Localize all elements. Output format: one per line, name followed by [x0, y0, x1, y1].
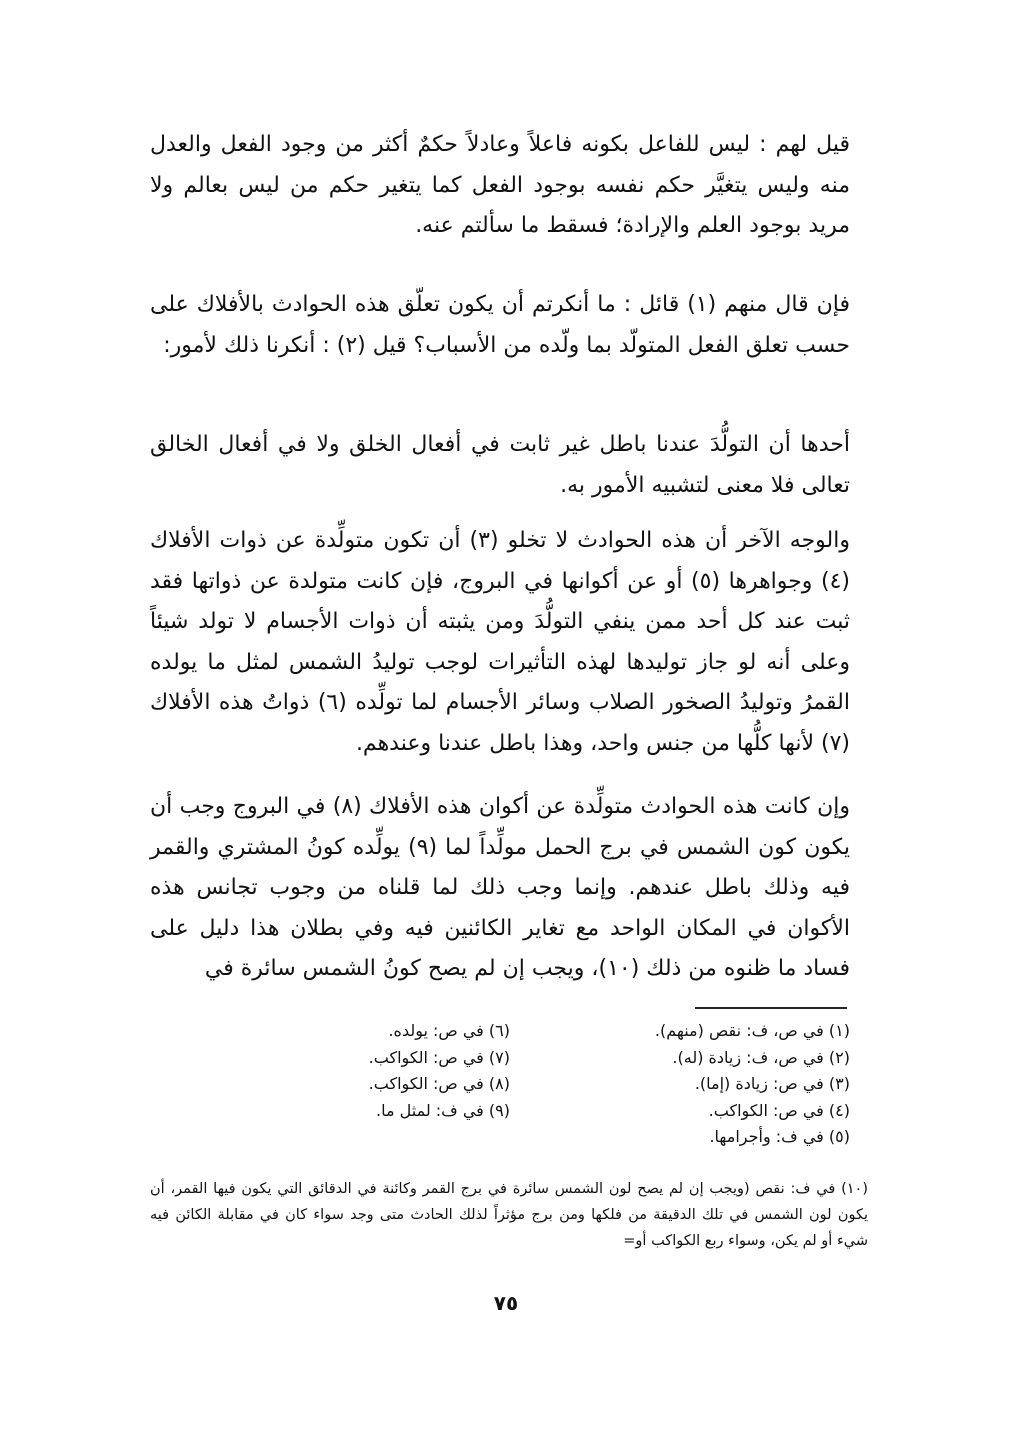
page-number: ٧٥ [493, 1291, 519, 1315]
footnote-9: (٩) في ف: لمثل ما. [376, 1100, 510, 1120]
footnotes-right-column [560, 1018, 850, 1151]
main-text [150, 521, 850, 764]
main-text [150, 285, 850, 366]
footnote-5: (٥) في ف: وأجرامها. [709, 1127, 850, 1146]
paragraph-1: قيل لهم : ليس للفاعل بكونه فاعلاً وعادلاً حكمٌ أكثر من وجود الفعل والعدل منه وليس يتغيَّر حكم نفسه بوجود الفعل كما يتغير حكم من ليس بعالم ولا مريد بوجود العلم والإرادة؛ فسقط ما سألتم عنه. [150, 132, 850, 238]
paragraph-3: أحدها أن التولُّدَ عندنا باطل غير ثابت في أفعال الخلق ولا في أفعال الخالق تعالى فلا معنى لتشبيه الأمور به. [150, 432, 850, 498]
footnotes-left-column [270, 1018, 510, 1124]
footnote-4: (٤) في ص: الكواكب. [708, 1100, 850, 1120]
footnote-3: (٣) في ص: زيادة (إما). [694, 1074, 850, 1093]
footnote-separator [695, 1007, 847, 1009]
footnote-8: (٨) في ص: الكواكب. [368, 1074, 510, 1093]
paragraph-5: وإن كانت هذه الحوادث متولِّدة عن أكوان هذه الأفلاك (٨) في البروج وجب أن يكون كون الشمس في برج الحمل مولِّداً لما (٩) يولِّده كونُ المشتري والقمر فيه وذلك باطل عندهم. وإنما وجب ذلك لما قلناه من وجوب تجانس هذه الأكوان في المكان الواحد مع تغاير الكائنين فيه وفي بطلان هذا دليل على فساد ما ظنوه من ذلك (١٠)، ويجب إن لم يصح كونُ الشمس سائرة في [150, 794, 851, 981]
footnote-6: (٦) في ص: يولده. [388, 1021, 510, 1040]
footnote-7: (٧) في ص: الكواكب. [368, 1047, 510, 1067]
main-text [150, 787, 850, 990]
footnote-10: (١٠) في ف: نقص (ويجب إن لم يصح لون الشمس سائرة في برج القمر وكائنة في الدقائق التي يكون فيها القمر، أن يكون لون الشمس في تلك الدقيقة من فلكها ومن برج مؤثراً لذلك الحادث متى وجد سواء كان في مقابلة الكائن فيه شيء أو لم يكن، وسواء ربع الكواكب أو= [150, 1181, 868, 1249]
main-text [150, 425, 850, 506]
paragraph-2: فإن قال منهم (١) قائل : ما أنكرتم أن يكون تعلّق هذه الحوادث بالأفلاك على حسب تعلق الفعل المتولّد بما ولّده من الأسباب؟ قيل (٢) : أنكرنا ذلك لأمور: [150, 292, 850, 358]
footnote-2: (٢) في ص، ف: زيادة (له). [672, 1047, 850, 1067]
footnote-1: (١) في ص، ف: نقص (منهم). [654, 1021, 850, 1040]
paragraph-4: والوجه الآخر أن هذه الحوادث لا تخلو (٣) أن تكون متولِّدة عن ذوات الأفلاك (٤) وجواهرها (٥) أو عن أكوانها في البروج، فإن كانت متولدة عن ذواتها فقد ثبت عند كل أحد ممن ينفي التولُّدَ ومن يثبته أن ذوات الأجسام لا تولد شيئاً وعلى أنه لو جاز توليدها لهذه التأثيرات لوجب توليدُ الشمس لمثل ما يولده القمرُ وتوليدُ الصخور الصلاب وسائر الأجسام لما تولِّده (٦) ذواتُ هذه الأفلاك (٧) لأنها كلُّها من جنس واحد، وهذا باطل عندنا وعندهم. [150, 528, 850, 756]
main-text [150, 125, 850, 247]
